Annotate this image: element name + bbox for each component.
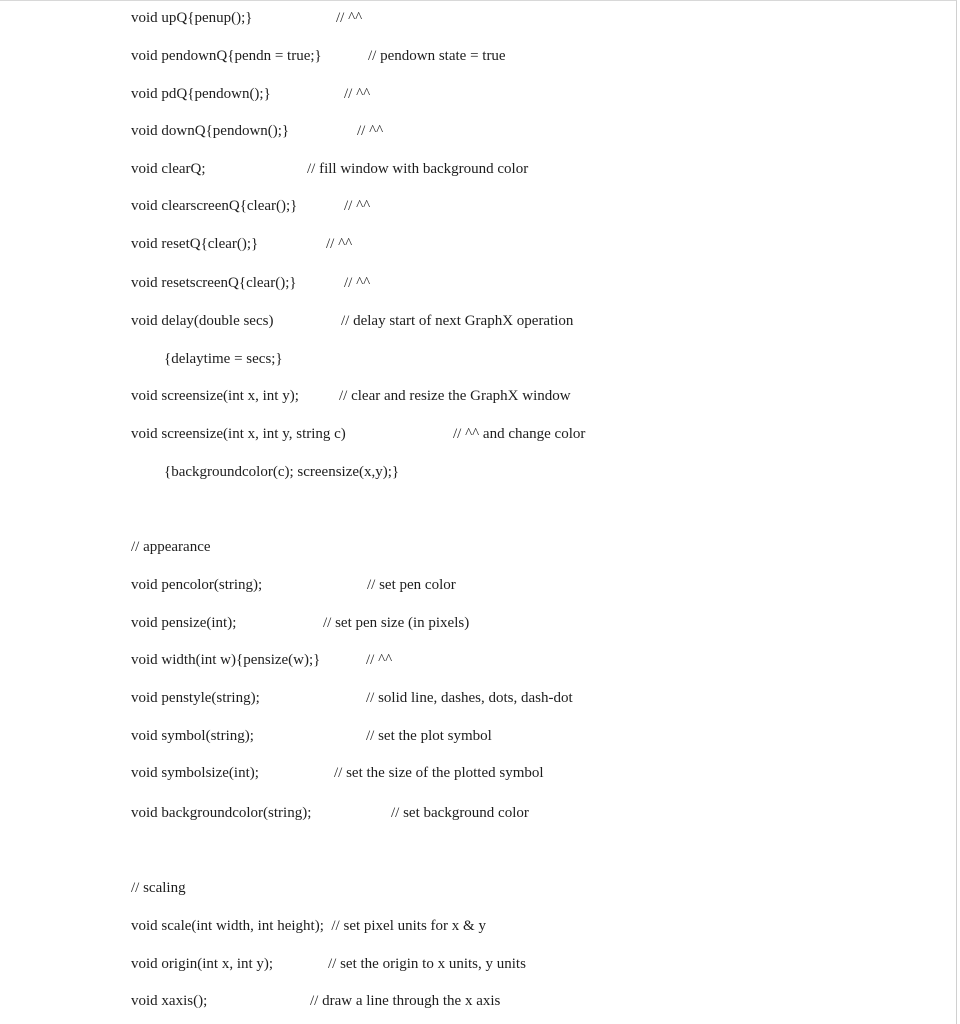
code-line-pd: void pdQ{pendown();} — [131, 86, 271, 102]
comment-symbol: // set the plot symbol — [366, 728, 492, 744]
comment-down: // ^^ — [357, 123, 384, 139]
comment-origin: // set the origin to x units, y units — [328, 956, 526, 972]
code-line-symbolsize: void symbolsize(int); — [131, 765, 259, 781]
line-code: void upQ{penup();} — [131, 10, 253, 26]
code-line-scale: void scale(int width, int height); // set pixel units for x & y — [131, 918, 486, 934]
code-line-xaxis: void xaxis(); — [131, 993, 208, 1009]
code-line-delay: void delay(double secs) — [131, 313, 274, 329]
comment-clear: // fill window with background color — [307, 161, 529, 177]
code-line-penstyle: void penstyle(string); — [131, 690, 260, 706]
comment-up: // ^^ — [336, 10, 363, 26]
comment-symbolsize: // set the size of the plotted symbol — [334, 765, 544, 781]
code-line-width: void width(int w){pensize(w);} — [131, 652, 321, 668]
comment-screensize-color: // ^^ and change color — [453, 426, 586, 442]
section-heading-scaling: // scaling — [131, 880, 186, 896]
code-line-screensize-color: void screensize(int x, int y, string c) — [131, 426, 346, 442]
section-heading-appearance: // appearance — [131, 539, 211, 555]
comment-pencolor: // set pen color — [367, 577, 456, 593]
code-line-resetscreen: void resetscreenQ{clear();} — [131, 275, 297, 291]
comment-pendown: // pendown state = true — [368, 48, 506, 64]
code-line-symbol: void symbol(string); — [131, 728, 254, 744]
code-line-clearscreen: void clearscreenQ{clear();} — [131, 198, 298, 214]
code-line-down: void downQ{pendown();} — [131, 123, 290, 139]
comment-clearscreen: // ^^ — [344, 198, 371, 214]
code-line-pencolor: void pencolor(string); — [131, 577, 263, 593]
comment-resetscreen: // ^^ — [344, 275, 371, 291]
code-line-origin: void origin(int x, int y); — [131, 956, 274, 972]
comment-xaxis: // draw a line through the x axis — [310, 993, 501, 1009]
comment-pd: // ^^ — [344, 86, 371, 102]
comment-width: // ^^ — [366, 652, 393, 668]
code-line-backgroundcolor: void backgroundcolor(string); — [131, 805, 312, 821]
code-line-reset: void resetQ{clear();} — [131, 236, 259, 252]
code-line-delay-body: {delaytime = secs;} — [164, 351, 283, 367]
comment-screensize: // clear and resize the GraphX window — [339, 388, 571, 404]
comment-reset: // ^^ — [326, 236, 353, 252]
comment-penstyle: // solid line, dashes, dots, dash-dot — [366, 690, 573, 706]
code-line-up — [131, 9, 252, 27]
code-line-pensize: void pensize(int); — [131, 615, 237, 631]
comment-delay: // delay start of next GraphX operation — [341, 313, 574, 329]
comment-backgroundcolor: // set background color — [391, 805, 529, 821]
code-line-clear: void clearQ; — [131, 161, 206, 177]
code-line-screensize: void screensize(int x, int y); — [131, 388, 299, 404]
code-line-pendown: void pendownQ{pendn = true;} — [131, 48, 322, 64]
code-line-screensize-body: {backgroundcolor(c); screensize(x,y);} — [164, 464, 400, 480]
comment-pensize: // set pen size (in pixels) — [323, 615, 470, 631]
